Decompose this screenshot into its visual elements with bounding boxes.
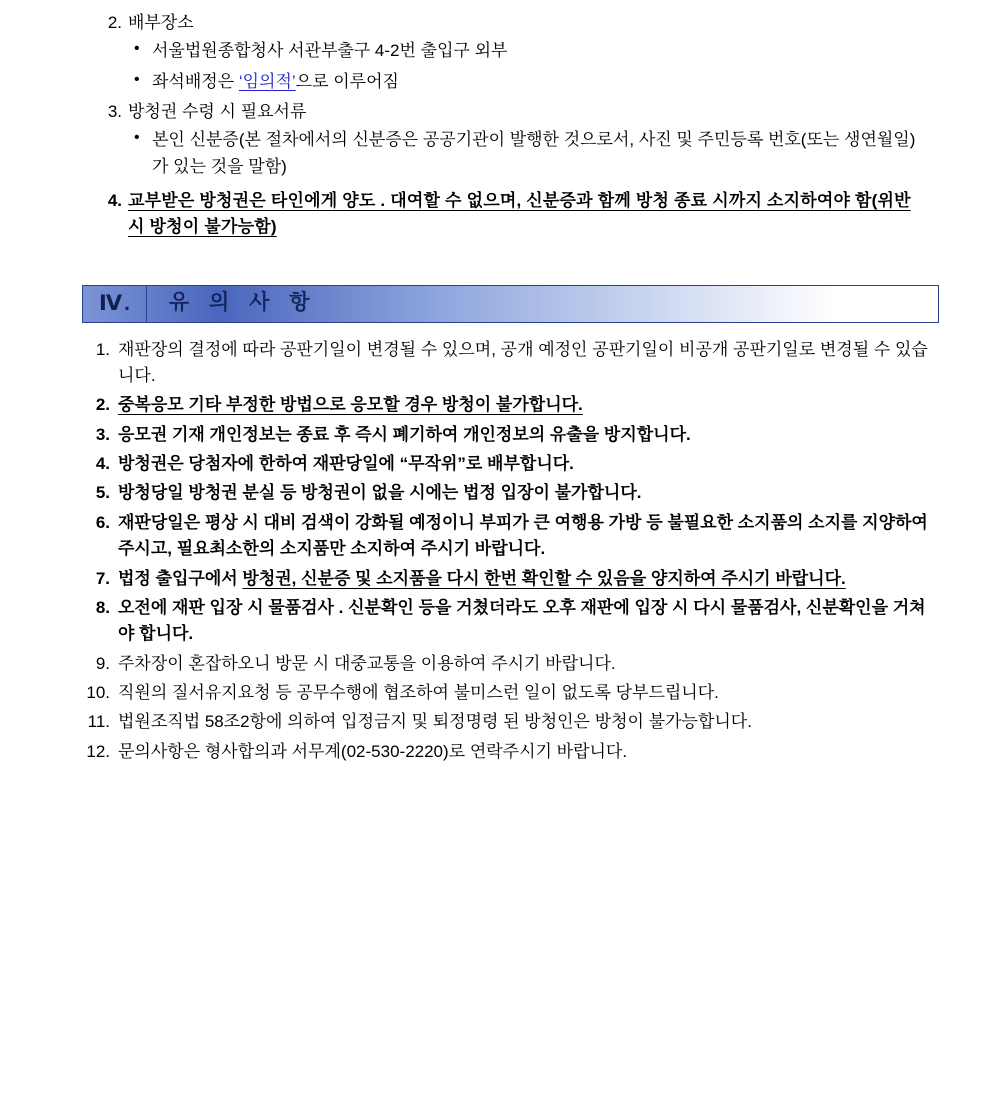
note-text: 법정 출입구에서 xyxy=(118,568,243,588)
note-number: 9. xyxy=(95,653,110,673)
note-item xyxy=(82,739,935,765)
note-item xyxy=(82,651,935,677)
bullet-text-after: 으로 이루어짐 xyxy=(295,71,399,91)
note-text: 직원의 질서유지요청 등 공무수행에 협조하여 불미스런 일이 없도록 당부드립니다. xyxy=(118,682,719,702)
item-label: 교부받은 방청권은 타인에게 양도 . 대여할 수 없으며, 신분증과 함께 방청 종료 시까지 소지하여야 함(위반 시 방청이 불가능함) xyxy=(128,191,911,237)
sub-bullets xyxy=(128,38,929,95)
section-numeral: Ⅳ. xyxy=(83,286,147,322)
note-number: 6. xyxy=(95,512,110,532)
note-number: 8. xyxy=(95,597,110,617)
note-item xyxy=(82,566,935,592)
note-number: 4. xyxy=(95,454,110,474)
note-text: 방청권은 당첨자에 한하여 재판당일에 “무작위”로 배부합니다. xyxy=(118,454,574,474)
bullet-text: 본인 신분증(본 절차에서의 신분증은 공공기관이 발행한 것으로서, 사진 및 주민등록 번호(또는 생연월일)가 있는 것을 말함) xyxy=(152,130,916,176)
list-item xyxy=(128,38,929,64)
item-number: 2. xyxy=(107,13,122,32)
note-number: 7. xyxy=(95,568,110,588)
note-item xyxy=(82,595,935,648)
note-number: 12. xyxy=(86,741,110,761)
list-item xyxy=(128,127,929,180)
note-item xyxy=(82,422,935,448)
item-number: 4. xyxy=(107,191,122,211)
note-item xyxy=(82,392,935,418)
list-item-2 xyxy=(94,10,929,95)
note-item xyxy=(82,451,935,477)
item-number: 3. xyxy=(107,102,122,122)
bullet-text: 서울법원종합청사 서관부출구 4-2번 출입구 외부 xyxy=(152,41,508,61)
note-number: 10. xyxy=(86,682,110,702)
note-number: 3. xyxy=(95,424,110,444)
list-item-4 xyxy=(94,188,929,241)
note-number: 2. xyxy=(95,395,110,415)
note-text: 방청당일 방청권 분실 등 방청권이 없을 시에는 법정 입장이 불가합니다. xyxy=(118,483,642,503)
note-text: 중복응모 기타 부정한 방법으로 응모할 경우 방청이 불가합니다. xyxy=(118,395,583,415)
section-heading-bar xyxy=(82,285,939,323)
note-item xyxy=(82,680,935,706)
note-number: 5. xyxy=(95,483,110,503)
note-item xyxy=(82,480,935,506)
item-label: 배부장소 xyxy=(128,13,194,32)
note-text: 법원조직법 58조2항에 의하여 입정금지 및 퇴정명령 된 방청인은 방청이 불가능합니다. xyxy=(118,712,752,732)
list-item xyxy=(128,69,929,95)
note-number: 1. xyxy=(95,339,110,359)
note-text: 응모권 기재 개인정보는 종료 후 즉시 폐기하여 개인정보의 유출을 방지합니다. xyxy=(118,424,691,444)
bullet-text-before: 좌석배정은 xyxy=(152,71,239,91)
note-text: 재판당일은 평상 시 대비 검색이 강화될 예정이니 부피가 큰 여행용 가방 등 불필요한 소지품의 소지를 지양하여 주시고, 필요최소한의 소지품만 소지하여 주시기 바랍니다. xyxy=(118,512,928,559)
note-text: 문의사항은 형사합의과 서무계(02-530-2220)로 연락주시기 바랍니다. xyxy=(118,741,628,761)
note-text: 오전에 재판 입장 시 물품검사 . 신분확인 등을 거쳤더라도 오후 재판에 입장 시 다시 물품검사, 신분확인을 거쳐야 합니다. xyxy=(118,597,926,644)
note-item xyxy=(82,510,935,563)
item-label: 방청권 수령 시 필요서류 xyxy=(128,102,307,122)
sub-bullets xyxy=(128,127,929,180)
note-item xyxy=(82,709,935,735)
note-text: 주차장이 혼잡하오니 방문 시 대중교통을 이용하여 주시기 바랍니다. xyxy=(118,653,616,673)
notes-list xyxy=(82,337,935,765)
note-text: 방청권, 신분증 및 소지품을 다시 한번 확인할 수 있음을 양지하여 주시기 바랍니다. xyxy=(242,568,846,588)
distribution-list xyxy=(94,10,929,241)
distribution-section xyxy=(94,10,929,241)
note-item xyxy=(82,337,935,390)
note-text: 재판장의 결정에 따라 공판기일이 변경될 수 있으며, 공개 예정인 공판기일이 비공개 공판기일로 변경될 수 있습니다. xyxy=(118,339,928,386)
quoted-term: ‘임의적’ xyxy=(238,71,296,91)
note-number: 11. xyxy=(87,712,110,732)
list-item-3 xyxy=(94,99,929,180)
section-title: 유 의 사 항 xyxy=(168,291,317,315)
